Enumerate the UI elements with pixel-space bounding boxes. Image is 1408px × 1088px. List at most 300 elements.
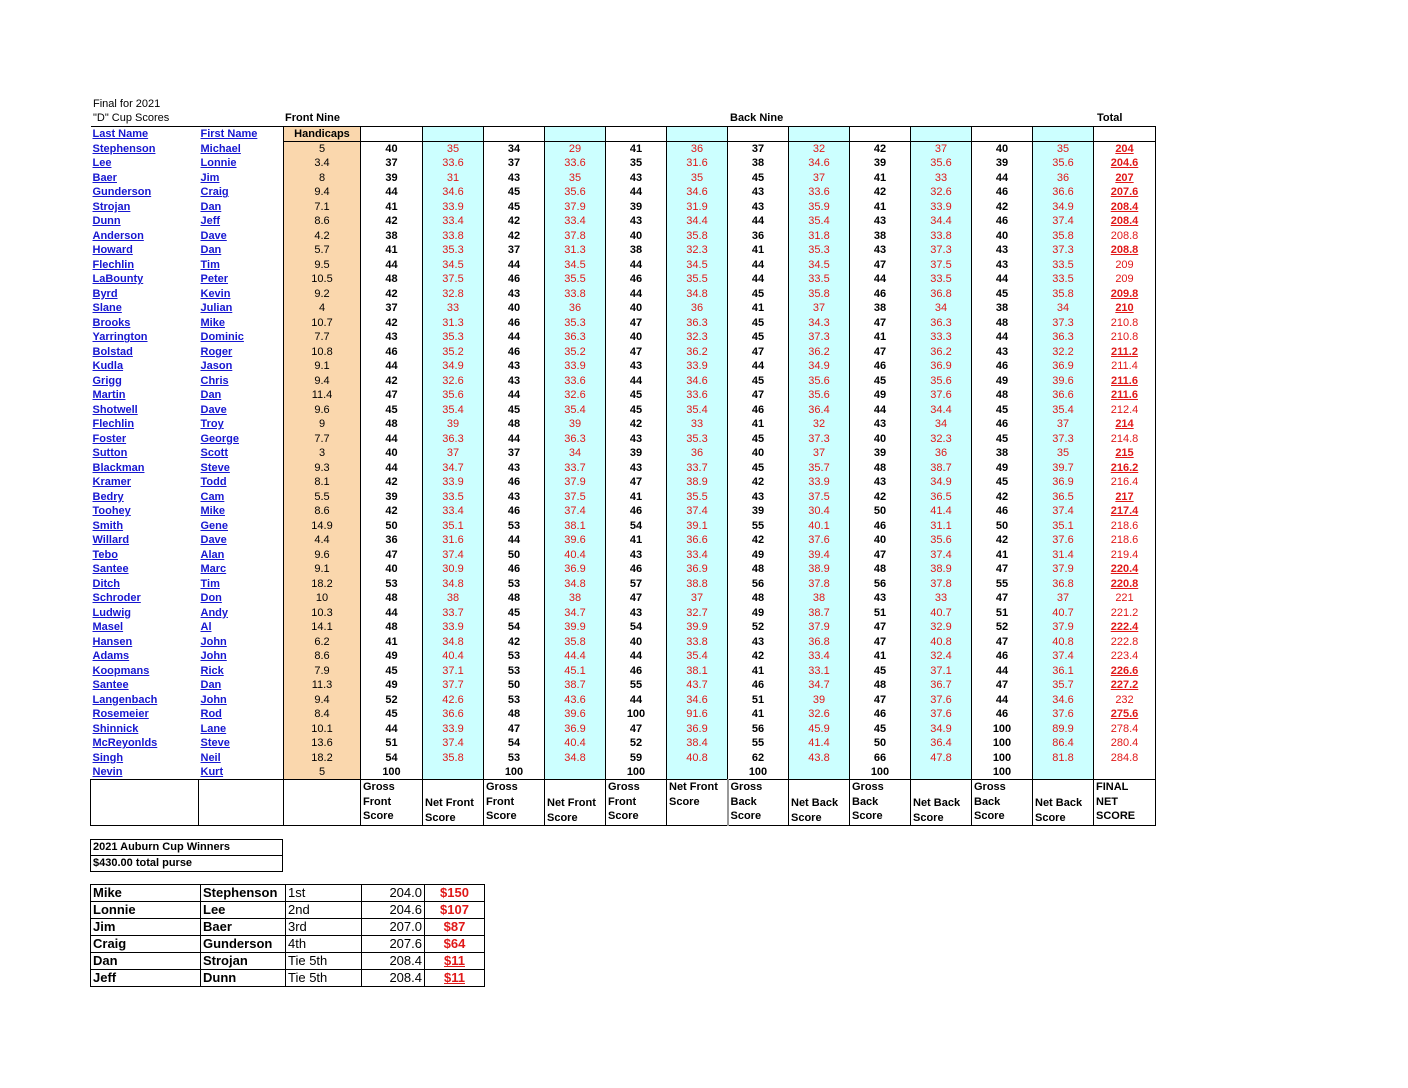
final-net-score-cell: 212.4	[1094, 403, 1156, 418]
final-net-score-cell: 208.4	[1094, 214, 1156, 229]
net-score-cell: 35.4	[1033, 403, 1094, 418]
handicap-cell: 9.2	[284, 287, 361, 302]
handicap-cell: 10.5	[284, 272, 361, 287]
last-name-cell: Shinnick	[92, 722, 139, 735]
gross-score-cell: 44	[361, 432, 423, 447]
gross-score-cell: 56	[728, 722, 789, 737]
net-score-cell: 36.9	[911, 359, 972, 374]
net-score-cell: 37.4	[1033, 504, 1094, 519]
net-score-cell: 33.6	[789, 185, 850, 200]
gross-score-cell: 41	[606, 533, 667, 548]
net-score-cell	[1033, 765, 1094, 780]
gross-score-cell: 43	[484, 490, 545, 505]
gross-score-cell: 37	[728, 142, 789, 157]
table-row	[91, 432, 1156, 447]
table-row	[91, 185, 1156, 200]
net-score-cell: 31.6	[423, 533, 484, 548]
gross-score-cell: 37	[484, 156, 545, 171]
handicap-cell: 9.1	[284, 562, 361, 577]
handicap-cell: 9.6	[284, 548, 361, 563]
net-score-cell	[423, 765, 484, 780]
first-name-cell: Craig	[200, 186, 229, 199]
net-score-cell: 37.3	[1033, 243, 1094, 258]
table-row	[91, 635, 1156, 650]
winner-place: 1st	[286, 885, 362, 902]
net-score-cell: 34.3	[789, 316, 850, 331]
final-net-score-cell: 222.4	[1094, 620, 1156, 635]
gross-score-cell: 55	[728, 736, 789, 751]
net-score-cell: 33.9	[545, 359, 606, 374]
gross-score-cell: 42	[728, 533, 789, 548]
gross-score-cell: 50	[850, 736, 911, 751]
net-score-cell: 37	[789, 301, 850, 316]
last-name-cell: Anderson	[92, 229, 144, 242]
table-row	[91, 258, 1156, 273]
first-name-cell: George	[200, 432, 240, 445]
net-score-cell: 36.9	[667, 562, 728, 577]
footer-label: Net Back Score	[789, 780, 850, 826]
net-score-cell: 33	[423, 301, 484, 316]
net-score-cell: 35.2	[545, 345, 606, 360]
net-score-cell: 36	[911, 446, 972, 461]
winner-last-name: Stephenson	[201, 885, 286, 902]
net-score-cell: 36	[667, 446, 728, 461]
net-score-cell: 37.4	[545, 504, 606, 519]
handicap-cell: 5.7	[284, 243, 361, 258]
net-score-cell: 36.3	[1033, 330, 1094, 345]
net-score-cell: 36.3	[911, 316, 972, 331]
gross-score-cell: 43	[484, 359, 545, 374]
gross-score-cell: 43	[728, 490, 789, 505]
gross-score-cell: 46	[728, 678, 789, 693]
net-score-cell: 38.4	[667, 736, 728, 751]
last-name-cell: Santee	[92, 679, 129, 692]
net-score-cell: 35	[667, 171, 728, 186]
gross-score-cell: 47	[606, 345, 667, 360]
net-score-cell: 38.7	[911, 461, 972, 476]
footer-label: Gross Back Score	[972, 780, 1033, 826]
net-score-cell: 33.6	[423, 156, 484, 171]
gross-score-cell: 53	[484, 693, 545, 708]
gross-score-cell: 45	[361, 403, 423, 418]
net-score-cell: 36.5	[911, 490, 972, 505]
net-score-cell: 36.1	[1033, 664, 1094, 679]
net-score-cell: 37.4	[1033, 214, 1094, 229]
net-score-cell: 34.6	[423, 185, 484, 200]
gross-score-cell: 48	[484, 591, 545, 606]
gross-score-cell: 41	[361, 200, 423, 215]
last-name-cell: Howard	[92, 244, 133, 257]
net-score-cell: 39.7	[1033, 461, 1094, 476]
net-score-cell: 33.5	[1033, 272, 1094, 287]
final-net-score-cell: 211.2	[1094, 345, 1156, 360]
gross-score-cell: 47	[361, 548, 423, 563]
winner-place: 4th	[286, 936, 362, 953]
first-name-cell: Scott	[200, 447, 228, 460]
net-score-cell: 30.4	[789, 504, 850, 519]
gross-score-cell: 39	[606, 446, 667, 461]
gross-score-cell: 100	[361, 765, 423, 780]
report-title: Final for 2021	[93, 98, 161, 110]
final-net-score-cell: 222.8	[1094, 635, 1156, 650]
net-score-cell: 35.8	[789, 287, 850, 302]
first-name-cell: Rick	[200, 664, 224, 677]
net-score-cell: 35.6	[911, 374, 972, 389]
net-score-cell: 38	[545, 591, 606, 606]
gross-score-cell: 44	[606, 185, 667, 200]
gross-score-cell: 53	[484, 577, 545, 592]
gross-score-cell: 38	[850, 301, 911, 316]
net-score-cell: 31.8	[789, 229, 850, 244]
gross-score-cell: 46	[484, 562, 545, 577]
header-cell	[667, 127, 728, 142]
gross-score-cell: 100	[972, 736, 1033, 751]
gross-score-cell: 50	[484, 678, 545, 693]
first-name-cell: Kevin	[200, 287, 231, 300]
net-score-cell: 35.8	[545, 635, 606, 650]
gross-score-cell: 46	[484, 272, 545, 287]
handicap-cell: 3	[284, 446, 361, 461]
final-net-score-cell: 220.4	[1094, 562, 1156, 577]
winner-row	[91, 902, 485, 919]
gross-score-cell: 47	[361, 388, 423, 403]
gross-score-cell: 44	[728, 272, 789, 287]
gross-score-cell: 44	[972, 272, 1033, 287]
gross-score-cell: 41	[728, 707, 789, 722]
net-score-cell: 36.3	[667, 316, 728, 331]
footer-label: Gross Front Score	[484, 780, 545, 826]
handicap-cell: 18.2	[284, 751, 361, 766]
final-net-score-cell: 218.6	[1094, 533, 1156, 548]
net-score-cell: 37.4	[911, 548, 972, 563]
net-score-cell: 36.6	[1033, 185, 1094, 200]
table-row	[91, 693, 1156, 708]
gross-score-cell: 44	[484, 388, 545, 403]
net-score-cell: 34.9	[1033, 200, 1094, 215]
gross-score-cell: 38	[361, 229, 423, 244]
footer-cell	[91, 780, 199, 826]
net-score-cell: 35.2	[423, 345, 484, 360]
table-row	[91, 490, 1156, 505]
net-score-cell: 35.7	[1033, 678, 1094, 693]
winner-row	[91, 953, 485, 970]
net-score-cell: 40.8	[911, 635, 972, 650]
gross-score-cell: 43	[606, 461, 667, 476]
handicap-cell: 14.9	[284, 519, 361, 534]
final-net-score-cell: 217.4	[1094, 504, 1156, 519]
net-score-cell: 37.6	[911, 707, 972, 722]
handicap-cell: 7.9	[284, 664, 361, 679]
net-score-cell: 35.3	[667, 432, 728, 447]
net-score-cell: 34.4	[667, 214, 728, 229]
gross-score-cell: 45	[728, 316, 789, 331]
table-row	[91, 678, 1156, 693]
gross-score-cell: 39	[361, 171, 423, 186]
final-net-score-cell: 216.4	[1094, 475, 1156, 490]
net-score-cell: 81.8	[1033, 751, 1094, 766]
first-name-cell: Troy	[200, 418, 224, 431]
net-score-cell: 40.4	[545, 548, 606, 563]
gross-score-cell: 44	[606, 287, 667, 302]
header-cell	[361, 127, 423, 142]
net-score-cell: 37	[1033, 591, 1094, 606]
last-name-cell: Yarrington	[92, 331, 148, 344]
first-name-cell: Al	[200, 621, 212, 634]
gross-score-cell: 45	[728, 432, 789, 447]
gross-score-cell: 44	[484, 432, 545, 447]
net-score-cell: 37.5	[789, 490, 850, 505]
gross-score-cell: 41	[728, 243, 789, 258]
net-score-cell: 36.9	[1033, 475, 1094, 490]
net-score-cell: 37.9	[545, 475, 606, 490]
winner-first-name: Jeff	[91, 970, 201, 987]
last-name-cell: Foster	[92, 432, 127, 445]
winner-first-name: Mike	[91, 885, 201, 902]
final-net-score-cell: 218.6	[1094, 519, 1156, 534]
scores-table	[90, 126, 1156, 826]
net-score-cell: 37.4	[667, 504, 728, 519]
net-score-cell: 36.2	[911, 345, 972, 360]
gross-score-cell: 40	[728, 446, 789, 461]
net-score-cell: 37	[1033, 417, 1094, 432]
gross-score-cell: 66	[850, 751, 911, 766]
gross-score-cell: 40	[361, 446, 423, 461]
net-score-cell: 34.4	[911, 403, 972, 418]
header-cell	[545, 127, 606, 142]
net-score-cell: 38.8	[667, 577, 728, 592]
net-score-cell: 37.3	[911, 243, 972, 258]
winner-last-name: Dunn	[201, 970, 286, 987]
first-name-cell: John	[200, 693, 227, 706]
handicap-cell: 11.4	[284, 388, 361, 403]
handicap-cell: 8	[284, 171, 361, 186]
net-score-cell: 35	[1033, 446, 1094, 461]
gross-score-cell: 52	[361, 693, 423, 708]
winner-row	[91, 919, 485, 936]
gross-score-cell: 34	[484, 142, 545, 157]
net-score-cell: 91.6	[667, 707, 728, 722]
net-score-cell: 34.7	[789, 678, 850, 693]
gross-score-cell: 41	[850, 171, 911, 186]
table-row	[91, 272, 1156, 287]
gross-score-cell: 40	[606, 301, 667, 316]
header-cell	[789, 127, 850, 142]
last-name-cell: Masel	[92, 621, 124, 634]
net-score-cell: 33.9	[911, 200, 972, 215]
winner-first-name: Jim	[91, 919, 201, 936]
net-score-cell: 36.8	[789, 635, 850, 650]
gross-score-cell: 48	[484, 417, 545, 432]
gross-score-cell: 44	[361, 258, 423, 273]
net-score-cell: 36.9	[667, 722, 728, 737]
table-row	[91, 374, 1156, 389]
gross-score-cell: 45	[850, 722, 911, 737]
net-score-cell: 33.8	[911, 229, 972, 244]
net-score-cell: 33.7	[667, 461, 728, 476]
winner-score: 204.6	[362, 902, 425, 919]
header-cell	[423, 127, 484, 142]
handicap-cell: 10.8	[284, 345, 361, 360]
gross-score-cell: 45	[850, 664, 911, 679]
gross-score-cell: 57	[606, 577, 667, 592]
gross-score-cell: 40	[606, 229, 667, 244]
winner-place: 3rd	[286, 919, 362, 936]
net-score-cell: 33.3	[911, 330, 972, 345]
gross-score-cell: 51	[361, 736, 423, 751]
handicap-cell: 4.2	[284, 229, 361, 244]
gross-score-cell: 44	[361, 359, 423, 374]
net-score-cell: 31.9	[667, 200, 728, 215]
report-subtitle: "D" Cup Scores	[93, 112, 170, 124]
first-name-cell: Chris	[200, 374, 229, 387]
final-net-score-cell: 214.8	[1094, 432, 1156, 447]
first-name-cell: Dan	[200, 200, 222, 213]
net-score-cell: 32.6	[423, 374, 484, 389]
last-name-cell: LaBounty	[92, 273, 144, 286]
net-score-cell: 39.6	[545, 533, 606, 548]
footer-label: Net Back Score	[1033, 780, 1094, 826]
net-score-cell: 37	[667, 591, 728, 606]
net-score-cell: 35.6	[789, 388, 850, 403]
table-row	[91, 591, 1156, 606]
net-score-cell: 37	[423, 446, 484, 461]
gross-score-cell: 54	[484, 736, 545, 751]
table-row	[91, 171, 1156, 186]
gross-score-cell: 46	[972, 359, 1033, 374]
net-score-cell: 37.8	[545, 229, 606, 244]
first-name-cell: John	[200, 635, 227, 648]
table-row	[91, 548, 1156, 563]
net-score-cell: 34.9	[423, 359, 484, 374]
gross-score-cell: 48	[850, 678, 911, 693]
table-row	[91, 345, 1156, 360]
last-name-cell: Sutton	[92, 447, 128, 460]
handicap-cell: 10.7	[284, 316, 361, 331]
net-score-cell: 36.7	[911, 678, 972, 693]
net-score-cell: 89.9	[1033, 722, 1094, 737]
net-score-cell: 36.2	[667, 345, 728, 360]
gross-score-cell: 100	[606, 707, 667, 722]
winner-prize: $107	[425, 902, 485, 919]
handicap-cell: 7.7	[284, 432, 361, 447]
final-net-score-cell: 211.4	[1094, 359, 1156, 374]
gross-score-cell: 44	[361, 185, 423, 200]
gross-score-cell: 46	[972, 417, 1033, 432]
net-score-cell: 39	[423, 417, 484, 432]
gross-score-cell: 46	[606, 664, 667, 679]
final-net-score-cell: 209	[1094, 258, 1156, 273]
gross-score-cell: 59	[606, 751, 667, 766]
gross-score-cell: 44	[972, 330, 1033, 345]
net-score-cell: 35.5	[545, 272, 606, 287]
net-score-cell: 33	[911, 591, 972, 606]
net-score-cell: 35.4	[667, 649, 728, 664]
handicap-cell: 4	[284, 301, 361, 316]
net-score-cell: 34.9	[911, 475, 972, 490]
net-score-cell: 35.8	[1033, 229, 1094, 244]
last-name-cell: Hansen	[92, 635, 133, 648]
gross-score-cell: 40	[850, 432, 911, 447]
net-score-cell: 35.3	[423, 243, 484, 258]
net-score-cell: 36.6	[667, 533, 728, 548]
net-score-cell: 36.8	[911, 287, 972, 302]
last-name-cell: Brooks	[92, 316, 131, 329]
net-score-cell: 38	[423, 591, 484, 606]
final-net-score-cell: 217	[1094, 490, 1156, 505]
gross-score-cell: 45	[361, 707, 423, 722]
handicap-cell: 8.6	[284, 504, 361, 519]
last-name-cell: Koopmans	[92, 664, 150, 677]
gross-score-cell: 37	[484, 243, 545, 258]
net-score-cell: 37.6	[789, 533, 850, 548]
gross-score-cell: 47	[606, 722, 667, 737]
net-score-cell: 40.4	[423, 649, 484, 664]
last-name-cell: Shotwell	[92, 403, 138, 416]
last-name-cell: Byrd	[92, 287, 118, 300]
net-score-cell: 33.7	[545, 461, 606, 476]
net-score-cell: 38.9	[667, 475, 728, 490]
gross-score-cell: 54	[484, 620, 545, 635]
net-score-cell: 32	[789, 142, 850, 157]
final-net-score-cell: 204	[1094, 142, 1156, 157]
net-score-cell: 38.9	[789, 562, 850, 577]
gross-score-cell: 47	[606, 475, 667, 490]
net-score-cell: 36.3	[545, 330, 606, 345]
gross-score-cell: 46	[606, 272, 667, 287]
gross-score-cell: 46	[361, 345, 423, 360]
last-name-cell: Nevin	[92, 766, 123, 778]
gross-score-cell: 46	[972, 649, 1033, 664]
gross-score-cell: 44	[484, 533, 545, 548]
header-cell	[972, 127, 1033, 142]
gross-score-cell: 44	[606, 258, 667, 273]
net-score-cell: 36.4	[911, 736, 972, 751]
net-score-cell: 37.4	[423, 548, 484, 563]
table-row	[91, 330, 1156, 345]
net-score-cell: 30.9	[423, 562, 484, 577]
net-score-cell: 35.4	[423, 403, 484, 418]
net-score-cell: 37.6	[911, 388, 972, 403]
winner-place: 2nd	[286, 902, 362, 919]
gross-score-cell: 41	[361, 635, 423, 650]
net-score-cell: 34.6	[667, 693, 728, 708]
gross-score-cell: 49	[850, 388, 911, 403]
net-score-cell: 35.3	[789, 243, 850, 258]
gross-score-cell: 43	[850, 475, 911, 490]
table-row	[91, 577, 1156, 592]
net-score-cell: 36.4	[789, 403, 850, 418]
handicap-cell: 8.6	[284, 214, 361, 229]
gross-score-cell: 47	[972, 635, 1033, 650]
final-net-score-cell: 219.4	[1094, 548, 1156, 563]
handicap-cell: 10.1	[284, 722, 361, 737]
net-score-cell: 33.4	[789, 649, 850, 664]
net-score-cell: 31.4	[1033, 548, 1094, 563]
gross-score-cell: 46	[850, 519, 911, 534]
net-score-cell: 33.4	[545, 214, 606, 229]
gross-score-cell: 42	[850, 142, 911, 157]
last-name-cell: Grigg	[92, 374, 122, 387]
footer-label: Gross Front Score	[361, 780, 423, 826]
final-net-score-cell: 209	[1094, 272, 1156, 287]
handicap-cell: 5	[284, 142, 361, 157]
net-score-cell: 37.1	[911, 664, 972, 679]
gross-score-cell: 39	[850, 156, 911, 171]
gross-score-cell: 43	[484, 171, 545, 186]
gross-score-cell: 40	[361, 142, 423, 157]
footer-label: Net Front Score	[667, 780, 728, 826]
net-score-cell: 34.8	[545, 751, 606, 766]
